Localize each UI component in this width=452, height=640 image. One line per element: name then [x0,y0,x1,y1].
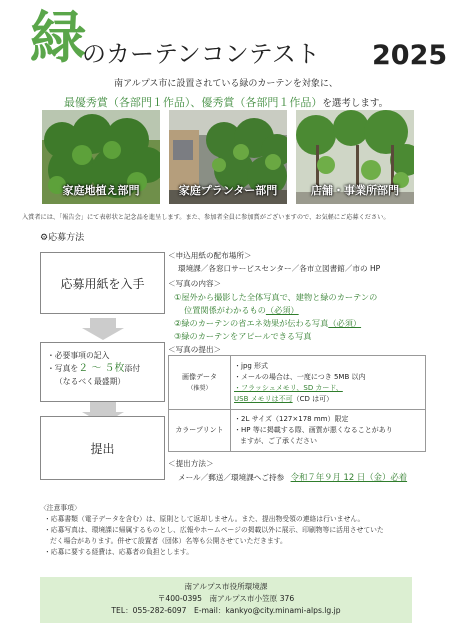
photo-shop [296,110,414,204]
award-line [0,94,452,110]
step2-line3: （なるべく最盛期） [55,377,126,386]
arrow-down-icon [82,318,124,340]
submit-method-body: メール／郵送／環境課へご持参 令和７年９月 12 日（金）必着 [178,472,408,482]
title-year: 2025 [372,40,448,71]
digital-label-cell: 画像データ （推奨） [169,356,231,410]
prize-note: 入賞者には、「報告会」にて表彰状と記念品を進呈します。また、参加者全員に参加賞がございますので、お気軽にご応募ください。 [22,214,390,221]
photo-item3: ③緑のカーテンをアピールできる写真 [174,331,312,341]
step3-label: 提出 [90,441,115,456]
title-text: のカーテンコンテスト [82,40,320,68]
photo-label: 家庭プランター部門 [178,184,278,197]
contest-title [30,5,448,78]
submit-method-head: ＜提出方法＞ [168,459,214,468]
photo-label: 家庭地植え部門 [62,184,140,197]
step-submit [40,416,165,480]
subtitle: 南アルプス市に設置されている緑のカーテンを対象に、 [114,79,338,89]
deadline: 令和７年９月 12 日（金）必着 [290,472,408,482]
photo-item2: ②緑のカーテンの省エネ効果が伝わる写真（必須） [174,318,362,328]
table-row [169,356,426,410]
print-label-cell: カラープリント [169,410,231,452]
step2-line2: ・写真を２ ～ ５枚添付 [47,363,141,374]
section-title: ⚙応募方法 [40,233,85,243]
photo-label: 店舗・事業所部門 [311,184,399,197]
award-highlight: 最優秀賞（各部門１作品）、優秀賞（各部門１作品） [63,96,323,109]
caution-line: ・応募書類（電子データを含む）は、原則として返却しません。また、提出物受領の連絡は行いません。 [44,515,365,523]
step-fill-in [40,342,165,402]
step2-line1: ・必要事項の記入 [47,351,110,360]
distribution-body: 環境課／各窓口サービスセンター／各市立図書館／市の HP [178,264,381,273]
award-suffix: を選考します。 [322,98,389,109]
table-row [169,410,426,452]
title-kanji: 緑 [30,5,86,71]
photo-content-head: ＜写真の内容＞ [168,279,222,288]
step1-label: 応募用紙を入手 [60,276,145,291]
photo-submit-table [168,355,426,452]
footer-contact[interactable]: TEL：055-282-6097 E-mail：kankyo@city.minami-alps.lg.jp [111,606,341,615]
print-detail-cell: ・2L サイズ（127×178 mm）限定 ・HP 等に掲載する際、画質が悪くなることがあり ますが、ご了承ください [231,410,426,452]
photo-item1a: ①屋外から撮影した全体写真で、建物と緑のカーテンの [174,292,378,302]
caution-line: ・応募写真は、環境課に帰属するものとし、広報やホームページの掲載以外に展示、印刷物等に活用させていた [44,526,384,534]
digital-detail-cell: ・jpg 形式 ・メールの場合は、一度につき 5MB 以内 ・フラッシュメモリ、SD カード、 USB メモリは不可（CD は可） [231,356,426,410]
caution-line: ・応募に要する経費は、応募者の負担とします。 [44,548,193,556]
footer-org: 南アルプス市役所環境課 [184,582,268,591]
photo-item1b: 位置関係がわかるもの（必須） [184,305,299,315]
photo-home-ground [42,110,160,204]
category-photos [42,110,414,204]
gear-bullet-icon: ⚙ [40,233,49,243]
footer-address: 〒400-0395 南アルプス市小笠原 376 [157,594,295,603]
photo-home-planter [169,110,287,204]
caution-line: だく場合があります。併せて設置者（団体）名等も公開させていただきます。 [50,537,287,545]
cautions [40,503,440,558]
step-get-form [40,252,165,314]
contact-footer [40,577,412,623]
photo-submit-head: ＜写真の提出＞ [168,345,222,354]
distribution-head: ＜申込用紙の配布場所＞ [168,251,252,260]
cautions-head: 〈注意事項〉 [40,504,81,512]
